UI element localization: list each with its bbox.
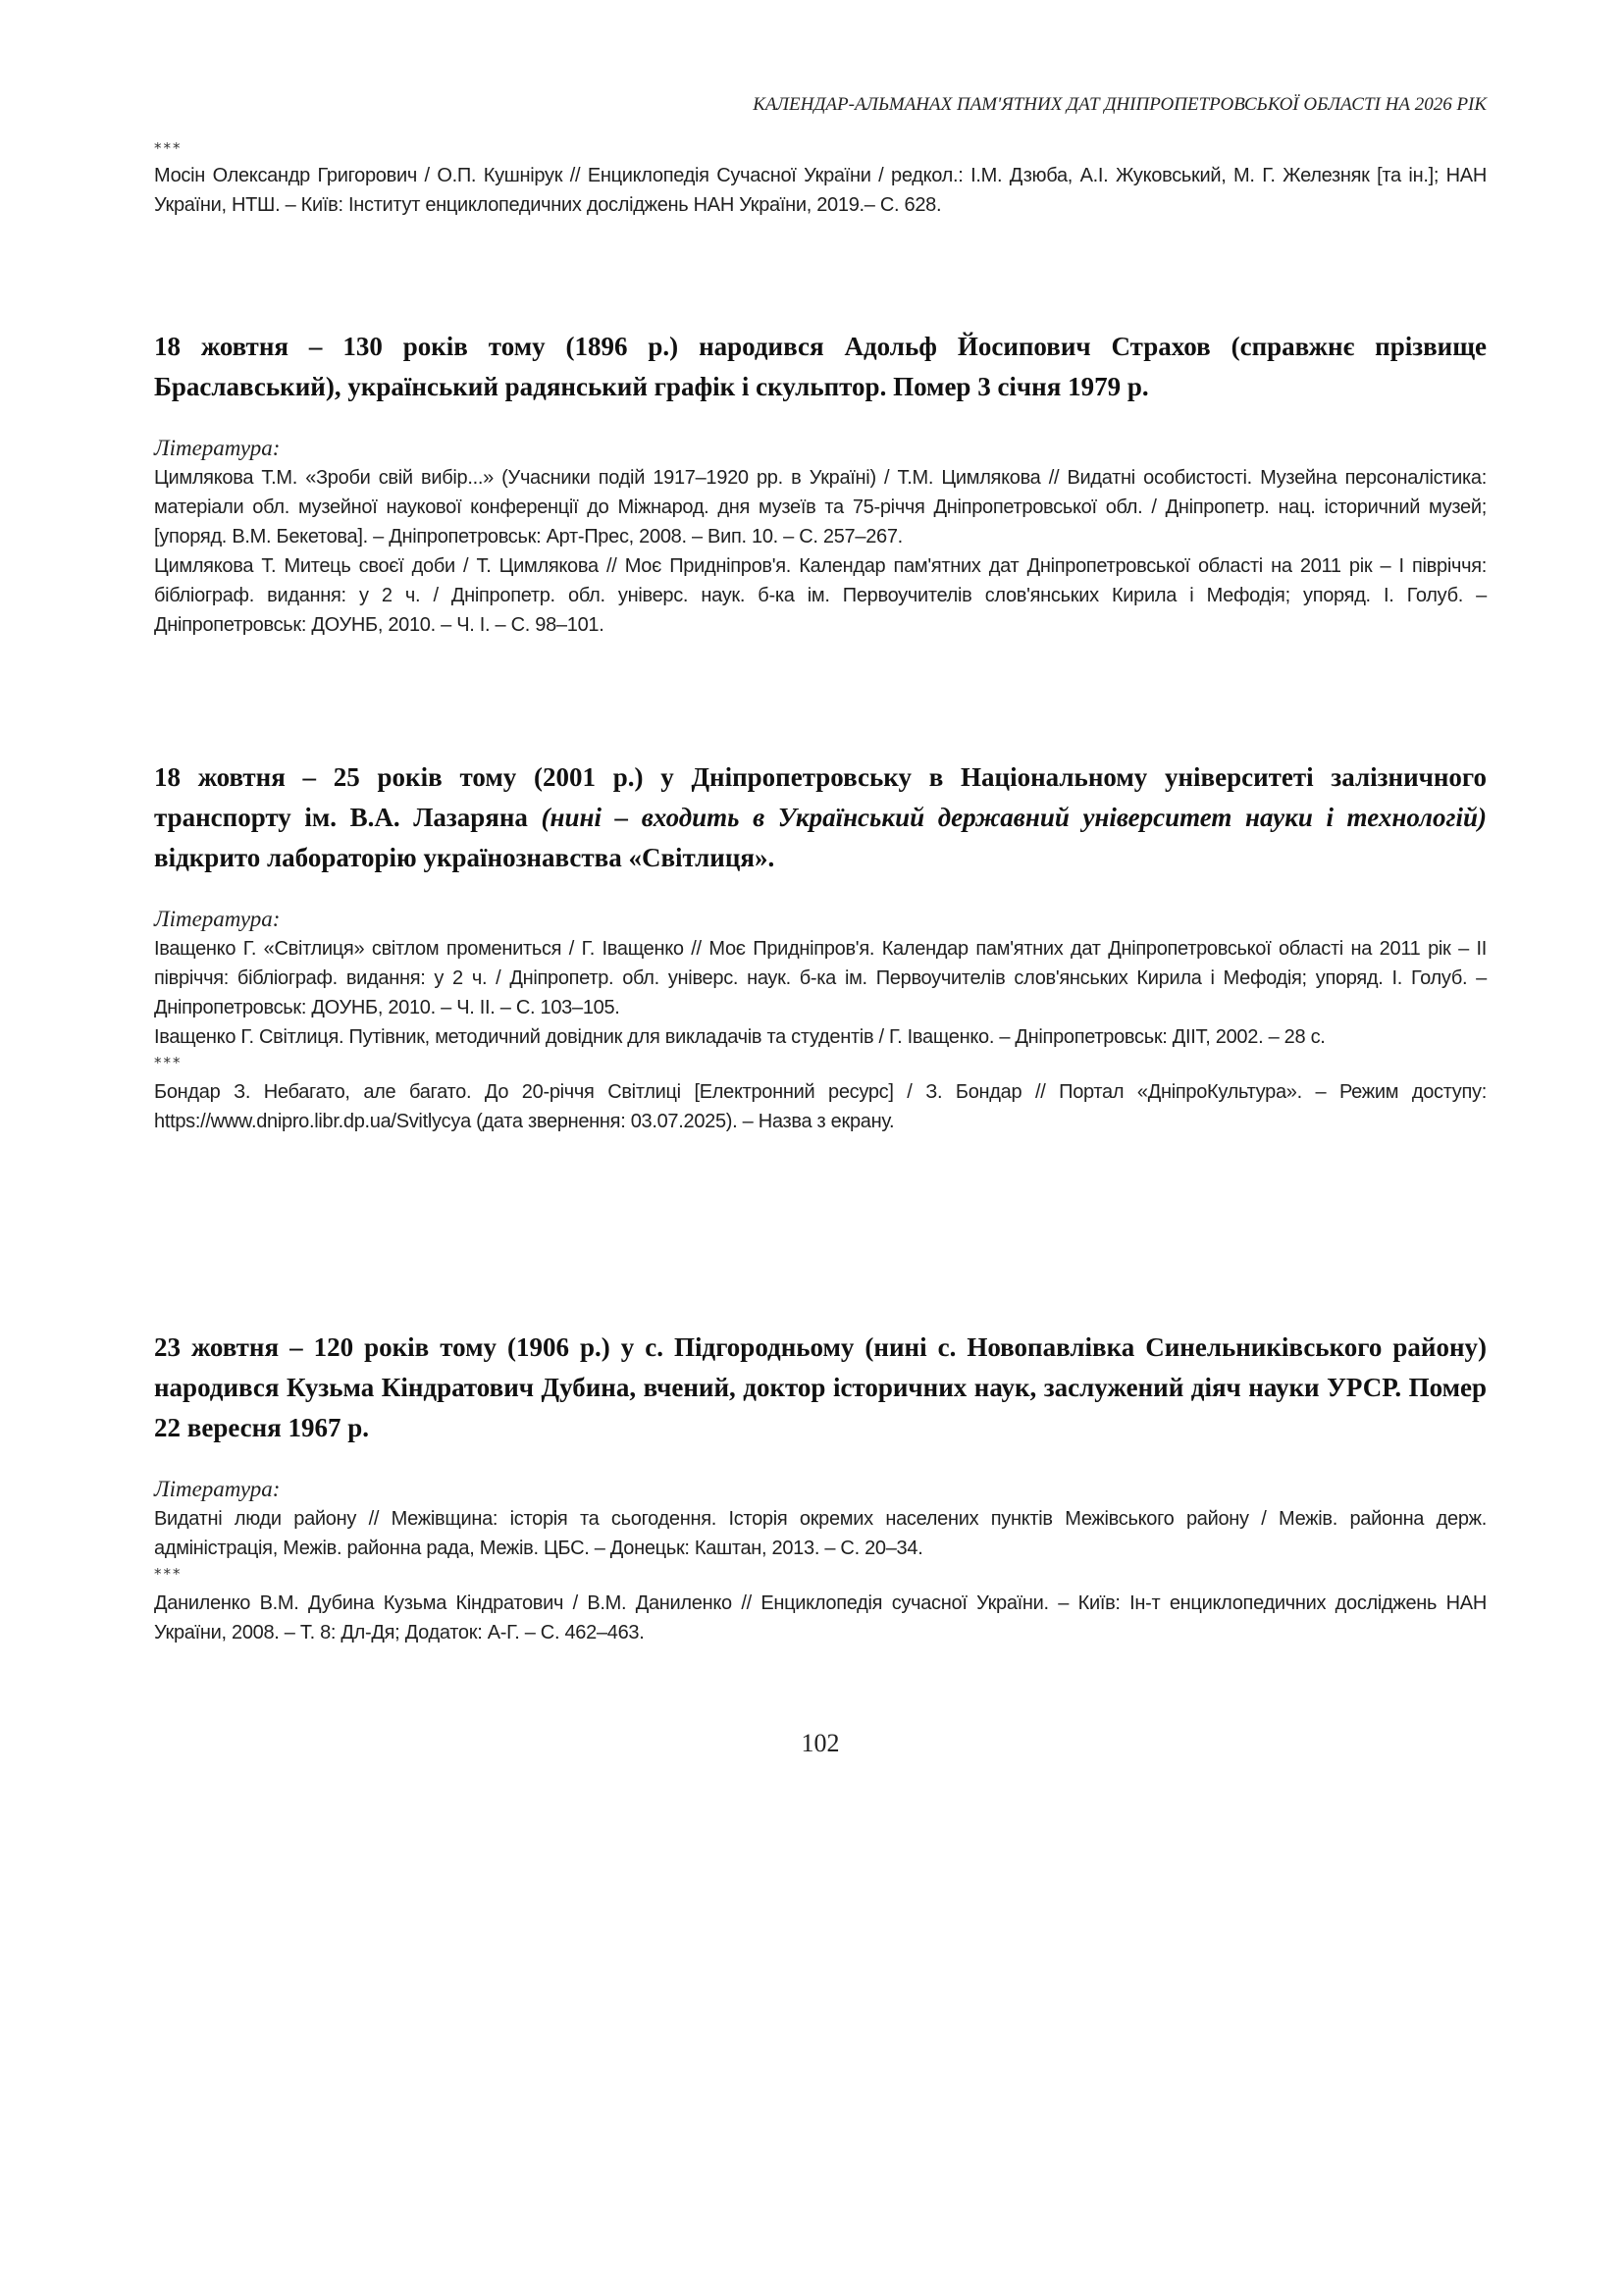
heading-part1: 18 жовтня – 25 років тому (2001 р.) у Дніпропетровську в Національному університеті залізничного транспорту ім. В.А. Лазаряна <box>154 762 1487 832</box>
literature-label: Література: <box>154 1477 281 1501</box>
heading-italic-note: (нині – входить в Український державний університет науки і технологій) <box>541 803 1487 832</box>
reference-item: Іващенко Г. Світлиця. Путівник, методичний довідник для викладачів та студентів / Г. Іващенко. – Дніпропетровськ: ДІІТ, 2002. – 28 с. <box>154 1026 1326 1048</box>
reference-item: Бондар З. Небагато, але багато. До 20-річчя Світлиці [Електронний ресурс] / З. Бондар // Портал «ДніпроКультура». – Режим доступу: https://www.dnipro.libr.dp.ua/Svitlycya (дата звернення: 03.07.2025). – Назва з екрану. <box>154 1081 1487 1132</box>
carryover-references <box>154 137 1487 220</box>
separator: *** <box>154 1565 183 1583</box>
separator: *** <box>154 1054 183 1071</box>
reference-item: Цимлякова Т. Митець своєї доби / Т. Цимлякова // Моє Придніпров'я. Календар пам'ятних дат Дніпропетровської області на 2011 рік – І півріччя: бібліограф. видання: у 2 ч. / Дніпропетр. обл. універс. наук. б-ка ім. Первоучителів слов'янських Кирила і Мефодія; упоряд. І. Голуб. – Дніпропетровськ: ДОУНБ, 2010. – Ч. І. – С. 98–101. <box>154 555 1487 636</box>
page-number: 102 <box>801 1729 840 1757</box>
reference-item: Видатні люди району // Межівщина: історія та сьогодення. Історія окремих населених пунктів Межівського району / Межів. районна держ. адміністрація, Межів. районна рада, Межів. ЦБС. – Донецьк: Каштан, 2013. – С. 20–34. <box>154 1508 1487 1559</box>
literature-label: Література: <box>154 907 281 931</box>
reference-item: Іващенко Г. «Світлиця» світлом промениться / Г. Іващенко // Моє Придніпров'я. Календар пам'ятних дат Дніпропетровської області на 2011 рік – ІІ півріччя: бібліограф. видання: у 2 ч. / Дніпропетр. обл. універс. наук. б-ка ім. Первоучителів слов'янських Кирила і Мефодія; упоряд. І. Голуб. – Дніпропетровськ: ДОУНБ, 2010. – Ч. ІІ. – С. 103–105. <box>154 938 1487 1018</box>
separator: *** <box>154 139 183 157</box>
reference-item: Цимлякова Т.М. «Зроби свій вибір...» (Учасники подій 1917–1920 рр. в Україні) / Т.М. Цимлякова // Видатні особистості. Музейна персоналістика: матеріали обл. музейної наукової конференції до Міжнарод. дня музеїв та 75-річчя Дніпропетровської обл. / Дніпропетр. нац. історичний музей; [упоряд. В.М. Бекетова]. – Дніпропетровськ: Арт-Прес, 2008. – Вип. 10. – С. 257–267. <box>154 467 1487 548</box>
entry-heading: 23 жовтня – 120 років тому (1906 р.) у с. Підгородньому (нині с. Новопавлівка Синельниківського району) народився Кузьма Кіндратович Дубина, вчений, доктор історичних наук, заслужений діяч науки УРСР. Помер 22 вересня 1967 р. <box>154 1332 1487 1442</box>
entry-dubyna <box>154 1328 1487 1647</box>
reference-item: Даниленко В.М. Дубина Кузьма Кіндратович / В.М. Даниленко // Енциклопедія сучасної України. – Київ: Ін-т енциклопедичних досліджень НАН України, 2008. – Т. 8: Дл-Дя; Додаток: А-Г. – С. 462–463. <box>154 1592 1487 1643</box>
entry-svitlytsia <box>154 757 1487 1136</box>
entry-heading <box>154 757 1487 878</box>
reference-item: Мосін Олександр Григорович / О.П. Кушнірук // Енциклопедія Сучасної України / редкол.: І.М. Дзюба, А.І. Жуковський, М. Г. Железняк [та ін.]; НАН України, НТШ. – Київ: Інститут енциклопедичних досліджень НАН України, 2019.– С. 628. <box>154 165 1487 216</box>
entry-heading: 18 жовтня – 130 років тому (1896 р.) народився Адольф Йосипович Страхов (справжнє прізвище Браславський), український радянський графік і скульптор. Помер 3 січня 1979 р. <box>154 332 1487 401</box>
running-header: КАЛЕНДАР-АЛЬМАНАХ ПАМ'ЯТНИХ ДАТ ДНІПРОПЕТРОВСЬКОЇ ОБЛАСТІ НА 2026 РІК <box>753 94 1487 115</box>
entry-strakhov <box>154 327 1487 640</box>
literature-label: Література: <box>154 436 281 460</box>
heading-part2: відкрито лабораторію українознавства «Світлиця». <box>154 843 775 872</box>
